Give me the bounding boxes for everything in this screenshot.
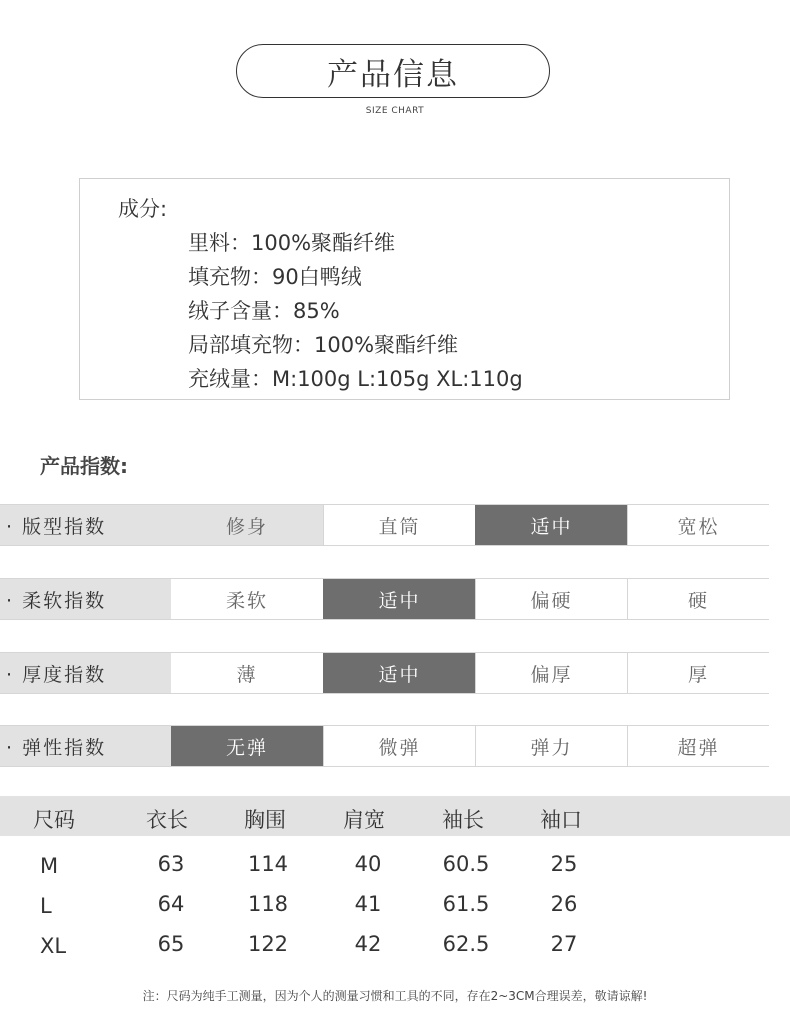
page-subtitle: SIZE CHART bbox=[365, 106, 425, 116]
size-value: 64 bbox=[157, 892, 185, 916]
index-option: 超弹 bbox=[627, 726, 769, 766]
composition-line: 填充物：90白鸭绒 bbox=[188, 265, 362, 289]
index-option: 宽松 bbox=[627, 505, 769, 545]
size-value: 62.5 bbox=[442, 932, 490, 956]
composition-line: 绒子含量：85% bbox=[188, 299, 340, 323]
size-header-cell: 尺码 bbox=[33, 808, 75, 832]
size-value: 118 bbox=[247, 892, 289, 916]
size-value: 41 bbox=[354, 892, 382, 916]
size-table-header bbox=[0, 796, 790, 836]
index-option: 偏厚 bbox=[475, 653, 627, 693]
index-row bbox=[0, 652, 769, 694]
size-value: 42 bbox=[354, 932, 382, 956]
size-value: 25 bbox=[550, 852, 578, 876]
index-option-selected: 适中 bbox=[323, 579, 475, 619]
composition-heading: 成分: bbox=[118, 197, 168, 221]
index-row bbox=[0, 578, 769, 620]
composition-line: 充绒量：M:100g L:105g XL:110g bbox=[188, 367, 523, 391]
index-option-selected: 无弹 bbox=[171, 726, 323, 766]
index-row bbox=[0, 504, 769, 546]
size-value: 65 bbox=[157, 932, 185, 956]
index-option-selected: 适中 bbox=[475, 505, 627, 545]
index-option: 弹力 bbox=[475, 726, 627, 766]
composition-line: 里料：100%聚酯纤维 bbox=[188, 231, 396, 255]
index-label: · 版型指数 bbox=[0, 505, 171, 545]
size-label: L bbox=[40, 894, 52, 918]
size-label: XL bbox=[40, 934, 67, 958]
size-value: 60.5 bbox=[442, 852, 490, 876]
index-label: · 弹性指数 bbox=[0, 726, 171, 766]
footnote: 注：尺码为纯手工测量，因为个人的测量习惯和工具的不同，存在2~3CM合理误差，敬请谅解! bbox=[142, 989, 648, 1003]
index-option: 薄 bbox=[236, 663, 258, 686]
index-option: 厚 bbox=[627, 653, 769, 693]
index-option: 直筒 bbox=[323, 505, 475, 545]
title-pill bbox=[236, 44, 550, 98]
size-header-cell: 衣长 bbox=[146, 808, 188, 832]
index-option: 修身 bbox=[171, 505, 323, 545]
size-header-cell: 肩宽 bbox=[343, 808, 385, 832]
size-value: 27 bbox=[550, 932, 578, 956]
index-option: 柔软 bbox=[225, 589, 268, 612]
size-value: 122 bbox=[247, 932, 289, 956]
index-label: · 厚度指数 bbox=[0, 653, 171, 693]
size-value: 63 bbox=[157, 852, 185, 876]
composition-box bbox=[79, 178, 730, 400]
size-value: 61.5 bbox=[442, 892, 490, 916]
size-label: M bbox=[40, 854, 59, 878]
index-option: 偏硬 bbox=[475, 579, 627, 619]
page-title: 产品信息 bbox=[327, 56, 459, 93]
size-value: 26 bbox=[550, 892, 578, 916]
size-value: 40 bbox=[354, 852, 382, 876]
size-header-cell: 袖长 bbox=[442, 808, 484, 832]
index-option: 硬 bbox=[627, 579, 769, 619]
index-section-title: 产品指数: bbox=[40, 454, 128, 478]
size-header-cell: 胸围 bbox=[244, 808, 286, 832]
composition-line: 局部填充物：100%聚酯纤维 bbox=[188, 333, 459, 357]
size-value: 114 bbox=[247, 852, 289, 876]
index-label: · 柔软指数 bbox=[0, 579, 171, 619]
size-header-cell: 袖口 bbox=[540, 808, 582, 832]
index-row bbox=[0, 725, 769, 767]
index-option: 微弹 bbox=[323, 726, 475, 766]
index-option-selected: 适中 bbox=[323, 653, 475, 693]
